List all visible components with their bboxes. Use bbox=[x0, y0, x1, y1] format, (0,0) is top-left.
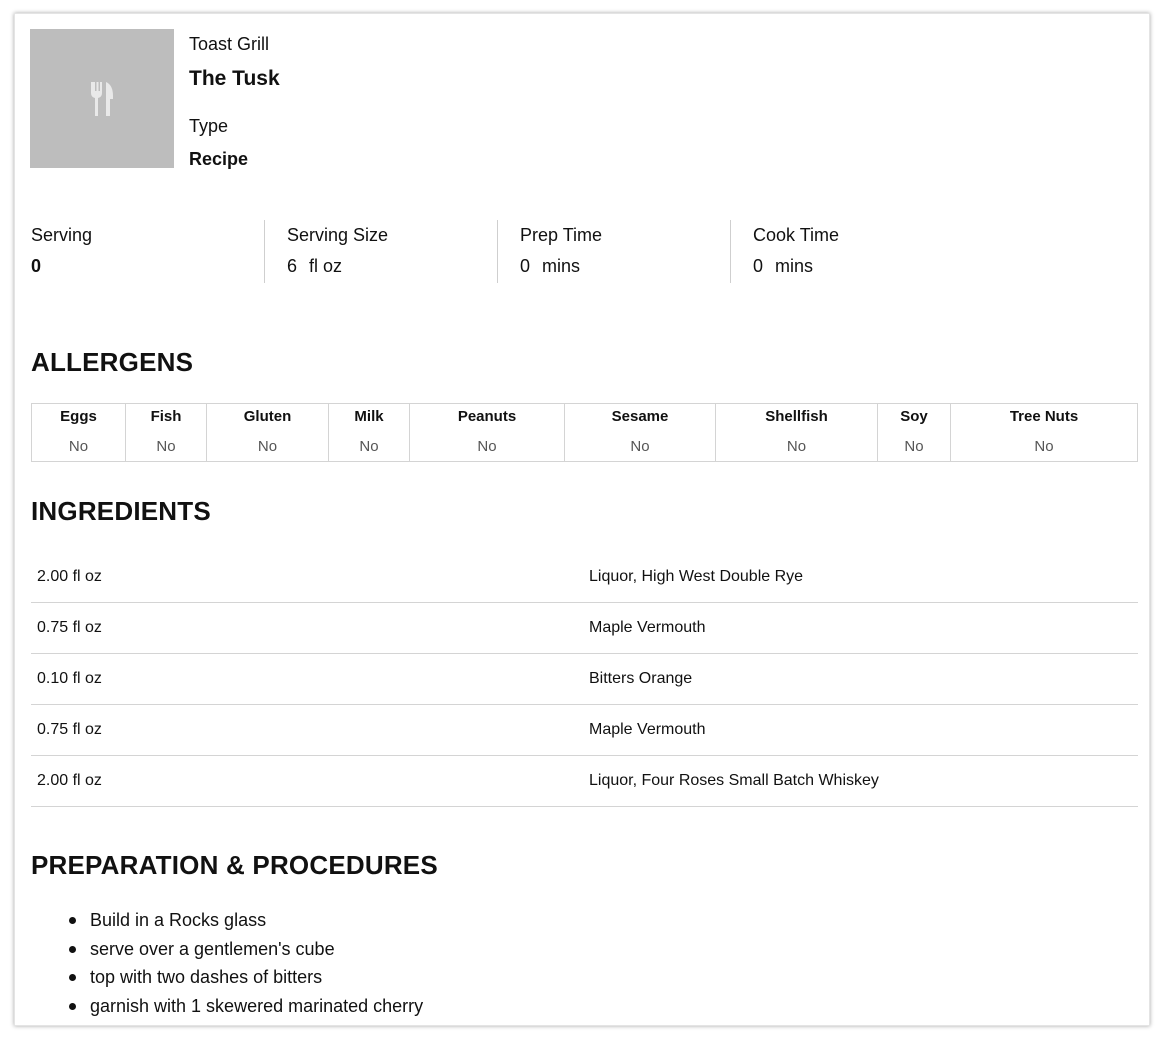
fork-knife-icon bbox=[89, 80, 115, 118]
preparation-step: Build in a Rocks glass bbox=[45, 906, 423, 935]
ingredients-list bbox=[31, 552, 1138, 807]
allergen-cell-gluten bbox=[207, 404, 329, 462]
ingredient-name: Liquor, High West Double Rye bbox=[589, 568, 804, 585]
ingredient-quantity: 0.75 fl oz bbox=[37, 619, 102, 636]
allergen-cell-sesame bbox=[565, 404, 716, 462]
recipe-header bbox=[30, 29, 1130, 174]
stat-label: Serving Size bbox=[287, 225, 389, 245]
type-value: Recipe bbox=[189, 149, 249, 169]
preparation-step: top with two dashes of bitters bbox=[45, 963, 423, 992]
allergen-name: Gluten bbox=[243, 408, 292, 425]
stat-serving-size bbox=[264, 220, 497, 283]
type-label: Type bbox=[189, 116, 229, 136]
allergen-value: No bbox=[68, 438, 89, 455]
stat-value bbox=[753, 256, 963, 277]
stat-value bbox=[287, 256, 497, 277]
ingredient-row bbox=[31, 603, 1138, 654]
allergen-cell-shellfish bbox=[716, 404, 878, 462]
stat-value bbox=[520, 256, 730, 277]
allergen-name: Tree Nuts bbox=[1009, 408, 1079, 425]
allergen-name: Soy bbox=[900, 408, 928, 425]
allergens-row bbox=[32, 404, 1138, 462]
allergens-heading: ALLERGENS bbox=[31, 347, 194, 377]
allergen-name: Milk bbox=[354, 408, 384, 425]
stat-unit: mins bbox=[775, 256, 814, 276]
restaurant-name: Toast Grill bbox=[189, 34, 270, 54]
allergen-cell-eggs bbox=[32, 404, 126, 462]
allergen-name: Eggs bbox=[60, 408, 97, 425]
allergen-value: No bbox=[904, 438, 924, 455]
stat-number: 0 bbox=[520, 256, 531, 276]
allergen-value: No bbox=[1034, 438, 1054, 455]
stat-serving bbox=[31, 220, 264, 283]
allergen-value: No bbox=[359, 438, 379, 455]
allergen-value: No bbox=[477, 438, 497, 455]
stat-prep-time bbox=[497, 220, 730, 283]
allergen-value: No bbox=[630, 438, 650, 455]
allergen-value: No bbox=[156, 438, 176, 455]
stat-number: 6 bbox=[287, 256, 298, 276]
preparation-steps bbox=[45, 906, 423, 1021]
allergen-name: Shellfish bbox=[765, 408, 828, 425]
recipe-title: The Tusk bbox=[189, 67, 280, 90]
ingredients-heading: INGREDIENTS bbox=[31, 496, 211, 526]
ingredient-quantity: 2.00 fl oz bbox=[37, 772, 102, 789]
ingredient-row bbox=[31, 552, 1138, 603]
ingredient-name: Bitters Orange bbox=[589, 670, 693, 687]
ingredient-name: Maple Vermouth bbox=[589, 721, 706, 738]
allergen-cell-fish bbox=[126, 404, 207, 462]
stat-value bbox=[31, 256, 264, 277]
recipe-card bbox=[14, 13, 1150, 1026]
allergen-cell-peanuts bbox=[410, 404, 565, 462]
ingredient-row bbox=[31, 756, 1138, 807]
stat-label: Serving bbox=[31, 225, 93, 245]
allergen-cell-tree-nuts bbox=[951, 404, 1138, 462]
allergen-cell-milk bbox=[329, 404, 410, 462]
allergen-name: Fish bbox=[150, 408, 182, 425]
allergens-table bbox=[31, 403, 1138, 462]
ingredient-row bbox=[31, 654, 1138, 705]
stat-label: Cook Time bbox=[753, 225, 840, 245]
ingredient-name: Maple Vermouth bbox=[589, 619, 706, 636]
stat-unit: mins bbox=[542, 256, 581, 276]
stat-label: Prep Time bbox=[520, 225, 603, 245]
allergen-value: No bbox=[786, 438, 807, 455]
stat-number: 0 bbox=[753, 256, 764, 276]
allergen-name: Sesame bbox=[611, 408, 669, 425]
ingredient-quantity: 0.75 fl oz bbox=[37, 721, 102, 738]
stat-number: 0 bbox=[31, 256, 42, 276]
recipe-image-placeholder bbox=[30, 29, 174, 168]
stat-cook-time bbox=[730, 220, 963, 283]
allergen-name: Peanuts bbox=[457, 408, 517, 425]
ingredient-name: Liquor, Four Roses Small Batch Whiskey bbox=[589, 772, 879, 789]
preparation-step: serve over a gentlemen's cube bbox=[45, 935, 423, 964]
preparation-step: garnish with 1 skewered marinated cherry bbox=[45, 992, 423, 1021]
recipe-stats bbox=[31, 220, 964, 283]
preparation-heading: PREPARATION & PROCEDURES bbox=[31, 850, 438, 880]
ingredient-quantity: 0.10 fl oz bbox=[37, 670, 102, 687]
ingredient-row bbox=[31, 705, 1138, 756]
allergen-value: No bbox=[257, 438, 278, 455]
ingredient-quantity: 2.00 fl oz bbox=[37, 568, 102, 585]
allergen-cell-soy bbox=[878, 404, 951, 462]
stat-unit: fl oz bbox=[309, 256, 343, 276]
